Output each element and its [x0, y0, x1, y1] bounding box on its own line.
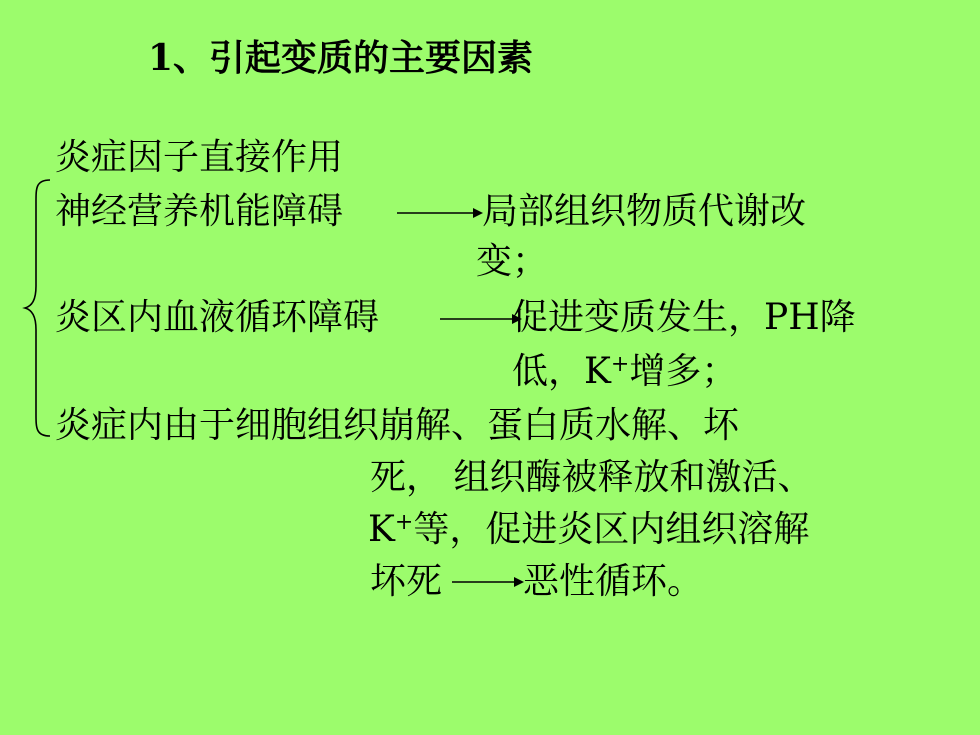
- slide-title: 1、引起变质的主要因素: [148, 37, 534, 79]
- factor-cell-breakdown-line1: 炎症内由于细胞组织崩解、蛋白质水解、坏: [55, 405, 740, 446]
- arrow-icon: [395, 203, 483, 223]
- factor-neural-nutrition: 神经营养机能障碍: [55, 191, 344, 232]
- curly-brace: [22, 178, 52, 438]
- factor-cell-breakdown-line4-a: 坏死: [370, 561, 443, 602]
- arrow-icon: [450, 572, 524, 592]
- factor-cell-breakdown-line3: K+等，促进炎区内组织溶解: [368, 509, 810, 550]
- effect-degeneration-line2: 低，K+增多；: [512, 351, 738, 392]
- effect-metabolism-line2: 变；: [476, 241, 549, 282]
- effect-metabolism-line1: 局部组织物质代谢改: [482, 191, 807, 232]
- factor-blood-circulation: 炎区内血液循环障碍: [55, 297, 380, 338]
- effect-degeneration-line1: 促进变质发生，PH降: [512, 297, 856, 338]
- arrow-icon: [438, 309, 522, 329]
- factor-cell-breakdown-line2: 死， 组织酶被释放和激活、: [370, 457, 814, 498]
- factor-cell-breakdown-line4-b: 恶性循环。: [523, 561, 704, 602]
- factor-direct-action: 炎症因子直接作用: [55, 137, 344, 178]
